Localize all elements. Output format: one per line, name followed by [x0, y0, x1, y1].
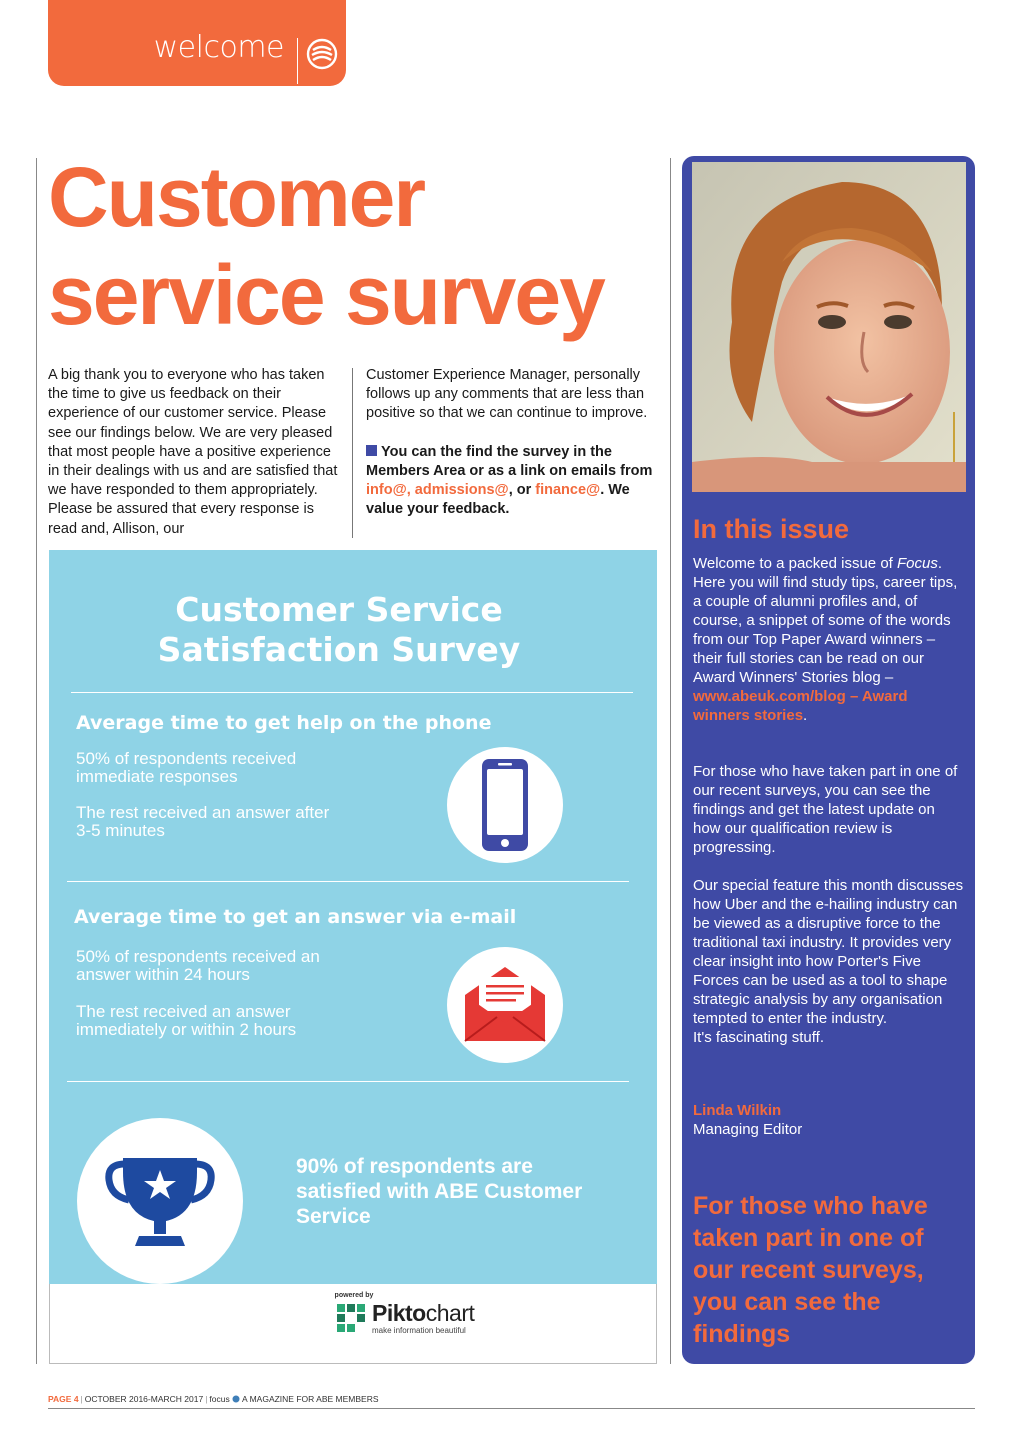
email-circle	[447, 947, 563, 1063]
page-title	[48, 148, 604, 344]
page-footer: PAGE 4 | OCTOBER 2016-MARCH 2017 | focus A MAGAZINE FOR ABE MEMBERS	[48, 1394, 379, 1404]
intro-column-1: A big thank you to everyone who has taken the time to give us feedback on their experience of our customer service. Please see our findings below. We are very pleased that most people have a positive experience in their dealings with us and are satisfied that we have responded to them appropriately. Please be assured that every response is read and, Allison, our	[48, 367, 338, 537]
column-divider	[352, 368, 353, 538]
survey-callout: You can the find the survey in the Members Area or as a link on emails from info@, admissions@, or finance@. We value your feedback.	[366, 443, 653, 518]
piktochart-brand: Piktochart	[372, 1300, 475, 1326]
sidebar-signature	[693, 1101, 965, 1139]
intro-column-2	[366, 366, 658, 519]
section-tab	[48, 0, 346, 86]
email-heading: Average time to get an answer via e-mail	[74, 906, 517, 928]
email-link-info-admissions[interactable]: info@, admissions@	[366, 482, 509, 499]
bullet-square-icon	[366, 445, 377, 456]
satisfaction-stat: 90% of respondents are satisfied with ABE Customer Service	[296, 1155, 583, 1228]
divider	[67, 1081, 629, 1082]
sidebar-title: In this issue	[693, 514, 850, 544]
email-stat-2: The rest received an answer immediately or within 2 hours	[76, 1002, 297, 1039]
footer-rule	[48, 1408, 975, 1409]
left-rule	[36, 158, 37, 1364]
phone-circle	[447, 747, 563, 863]
issue-date: OCTOBER 2016-MARCH 2017	[84, 1394, 204, 1404]
section-label: welcome	[153, 30, 284, 65]
smartphone-icon	[447, 747, 563, 863]
editor-role: Managing Editor	[693, 1121, 803, 1138]
piktochart-tagline: make information beautiful	[372, 1326, 466, 1335]
magazine-name: focus	[209, 1394, 230, 1404]
infographic-title-1: Customer Service	[175, 590, 503, 629]
magazine-tagline: A MAGAZINE FOR ABE MEMBERS	[242, 1394, 379, 1404]
survey-infographic	[49, 550, 657, 1284]
intro-text: Customer Experience Manager, personally follows up any comments that are less than positive so that we can continue to improve.	[366, 367, 648, 422]
phone-stat-1: 50% of respondents received immediate responses	[76, 749, 297, 786]
infographic-title-2: Satisfaction Survey	[157, 630, 521, 669]
email-link-finance[interactable]: finance@	[535, 482, 601, 499]
sidebar-paragraph-3: Our special feature this month discusses how Uber and the e-hailing industry can be viewed as a disruptive force to the traditional taxi industry. It provides very clear insight into how Porter's Five Forces can be used as a tool to shape strategic analysis by any organisation tempted to enter the industry. It's fascinating stuff.	[693, 877, 964, 1046]
center-rule	[670, 158, 671, 1364]
page-number: PAGE 4	[48, 1394, 79, 1404]
phone-heading: Average time to get help on the phone	[76, 712, 492, 734]
powered-by-label: powered by	[334, 1292, 374, 1299]
piktochart-credit	[49, 1284, 657, 1364]
blog-link[interactable]: www.abeuk.com/blog – Award winners stories	[693, 688, 908, 724]
sidebar-panel	[682, 156, 975, 1364]
envelope-icon	[447, 947, 563, 1063]
trophy-circle	[77, 1118, 243, 1284]
pull-quote: For those who have taken part in one of our recent surveys, you can see the findings	[693, 1192, 928, 1348]
editor-name: Linda Wilkin	[693, 1102, 782, 1119]
abe-logo-icon	[306, 38, 338, 70]
sidebar-paragraph-2: For those who have taken part in one of our recent surveys, you can see the findings and get the latest update on how our qualification review is progressing.	[693, 763, 958, 856]
email-stat-1: 50% of respondents received an answer within 24 hours	[76, 947, 320, 984]
phone-stat-2: The rest received an answer after 3-5 minutes	[76, 803, 330, 840]
sidebar-paragraph-1: Welcome to a packed issue of Focus. Here you will find study tips, career tips, a couple of alumni profiles and, of course, a snippet of some of the words from our Top Paper Award winners – their full stories can be read on our Award Winners' Stories blog – www.abeuk.com/blog – Award winners stories.	[693, 555, 958, 724]
tab-divider	[297, 38, 299, 84]
trophy-icon	[77, 1118, 243, 1284]
title-line-2: service survey	[48, 248, 604, 342]
editor-portrait	[692, 162, 966, 492]
divider	[67, 881, 629, 882]
piktochart-logo-icon	[336, 1302, 366, 1334]
abe-small-logo-icon	[232, 1395, 240, 1403]
title-line-1: Customer	[48, 150, 425, 244]
divider	[71, 692, 633, 693]
